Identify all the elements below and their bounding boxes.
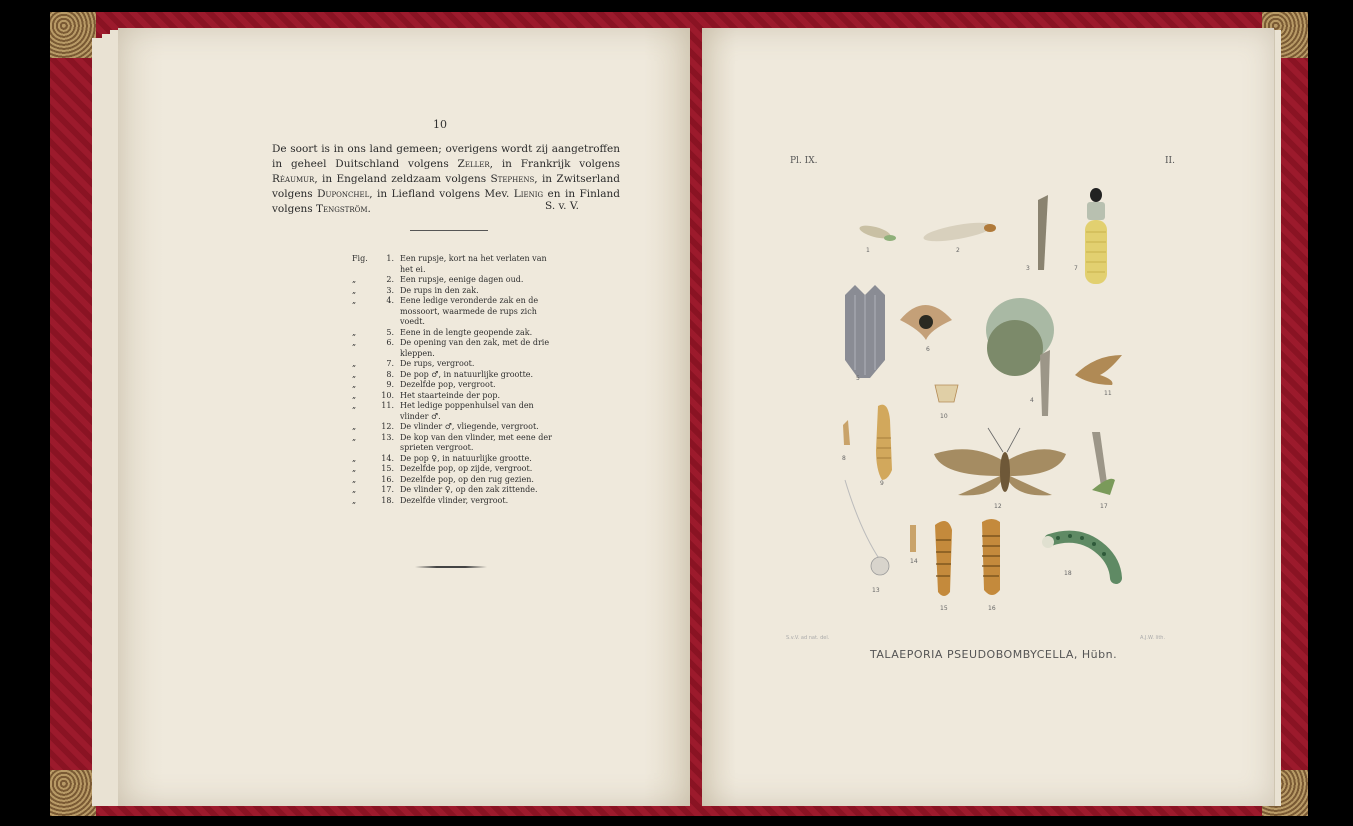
figure-number: 4.: [386, 296, 394, 305]
body-paragraph: De soort is in ons land gemeen; overigens wordt zij aangetroffen in geheel Duitschland volgens Zeller, in Frankrijk volgens Réaumur, in Engeland zeldzaam volgens Stephens, in Zwitserland volgens Duponchel, in Liefland volgens Mev. Lienig en in Finland volgens Tengström.: [272, 143, 621, 215]
author-signature: S. v. V.: [545, 200, 579, 212]
fig1-young-caterpillar: [858, 223, 896, 241]
fig7-caterpillar-enlarged: [1085, 188, 1107, 284]
figure-prefix: „: [352, 390, 357, 400]
fig13-moth-head: [845, 480, 889, 575]
figure-prefix: „: [352, 338, 357, 347]
figure-prefix: „: [352, 327, 357, 337]
page-number: 10: [433, 118, 447, 131]
figure-number: 8.: [386, 369, 394, 379]
page-stack-edge-right: [1274, 30, 1281, 806]
fig-number: 18: [1064, 570, 1072, 577]
figure-prefix: „: [352, 474, 357, 484]
figure-caption: De rups in den zak.: [400, 285, 479, 295]
figure-prefix: „: [352, 432, 357, 442]
fig17-moth-on-case: [1092, 432, 1115, 495]
figure-prefix: „: [352, 285, 357, 295]
fig-number: 15: [940, 605, 948, 612]
figure-caption: Eene ledige veronderde zak en de mossoort, waarmede de rups zich voedt.: [400, 296, 539, 326]
figure-number: 7.: [386, 359, 394, 368]
figure-list-item: [352, 254, 552, 275]
fig-number: 5: [856, 375, 860, 382]
fig5-opened-case: [845, 285, 885, 378]
fig-number: 6: [926, 346, 930, 353]
fig15-female-pupa-side: [935, 521, 952, 596]
figure-list-item: [352, 286, 552, 297]
fig14-female-pupa-natural: [910, 525, 916, 552]
figure-list: [352, 254, 552, 506]
figure-list-item: [352, 380, 552, 391]
figure-prefix: „: [352, 359, 357, 368]
fig-number: 17: [1100, 503, 1108, 510]
fig3-larva-in-case: [1038, 195, 1048, 270]
cover-corner-top-left: [50, 12, 96, 58]
figure-list-item: [352, 464, 552, 475]
figure-caption: Het staarteinde der pop.: [400, 390, 501, 400]
fig9-pupa-enlarged: [876, 405, 892, 480]
figure-list-item: [352, 496, 552, 507]
figure-caption: Dezelfde pop, op den rug gezien.: [400, 474, 534, 484]
figure-list-item: [352, 454, 552, 465]
figure-list-item: [352, 433, 552, 454]
fig-number: 4: [1030, 397, 1034, 404]
fig8-pupa-natural: [843, 420, 850, 445]
figure-number: 11.: [381, 401, 394, 410]
fig-number: 3: [1026, 265, 1030, 272]
fig-number: 16: [988, 605, 996, 612]
figure-caption: De vlinder ♀, op den zak zittende.: [400, 485, 538, 494]
fig-number: 2: [956, 247, 960, 254]
plate-number: Pl. IX.: [790, 156, 818, 166]
figure-list-item: [352, 296, 552, 328]
figure-caption: De opening van den zak, met de drie kleppen.: [400, 338, 550, 358]
figure-prefix: „: [352, 369, 357, 379]
figure-prefix: „: [352, 380, 357, 389]
figure-caption: Dezelfde pop, op zijde, vergroot.: [400, 464, 533, 473]
figure-number: 15.: [381, 464, 394, 473]
figure-list-item: [352, 422, 552, 433]
figure-number: 13.: [381, 432, 394, 442]
fig-number: 10: [940, 413, 948, 420]
figure-number: 17.: [381, 485, 394, 494]
figure-list-item: [352, 275, 552, 286]
figure-caption: De pop ♂, in natuurlijke grootte.: [400, 369, 534, 379]
figure-number: 14.: [381, 453, 394, 463]
figure-number: 6.: [386, 338, 394, 347]
artist-credit: S.v.V. ad nat. del.: [786, 635, 830, 641]
fig-number: 12: [994, 503, 1002, 510]
figure-prefix: „: [352, 453, 357, 463]
fig-number: 14: [910, 558, 918, 565]
fig-number: 8: [842, 455, 846, 462]
fig-number: 1: [866, 247, 870, 254]
figure-prefix: „: [352, 296, 357, 305]
fig11-moth-small: [1075, 355, 1122, 385]
fig-number: 13: [872, 587, 880, 594]
fig18-caterpillar-enlarged: [1042, 534, 1116, 578]
fig12-moth-flying: [934, 428, 1066, 495]
lithographer-credit: A.J.W. lith.: [1140, 635, 1166, 641]
figure-number: 16.: [381, 474, 394, 484]
cover-corner-bottom-left: [50, 770, 96, 816]
figure-prefix: „: [352, 464, 357, 473]
figure-prefix: „: [352, 495, 357, 505]
fig4-moss-and-case: [986, 298, 1054, 416]
figure-prefix: „: [352, 275, 357, 284]
figure-number: 2.: [386, 275, 394, 284]
fig-number: 7: [1074, 265, 1078, 272]
figure-list-item: [352, 485, 552, 496]
fig2-caterpillar-case: [922, 219, 996, 245]
figure-list-item: [352, 401, 552, 422]
figure-number: 12.: [381, 422, 394, 431]
figure-caption: Dezelfde pop, vergroot.: [400, 380, 496, 389]
figure-prefix: „: [352, 485, 357, 494]
figure-number: 3.: [386, 285, 394, 295]
figure-caption: Een rupsje, kort na het verlaten van het ei.: [400, 254, 547, 274]
figure-number: 10.: [381, 390, 394, 400]
figure-number: 18.: [381, 495, 394, 505]
plate-illustration: [830, 180, 1190, 620]
figure-caption: De rups, vergroot.: [400, 359, 475, 368]
figure-caption: Eene in de lengte geopende zak.: [400, 327, 533, 337]
fig16-female-pupa-back: [982, 519, 1000, 595]
fig10-pupa-tail: [935, 385, 958, 402]
divider-rule: [410, 230, 488, 231]
figure-number: 5.: [386, 327, 394, 337]
figure-caption: Dezelfde vlinder, vergroot.: [400, 495, 509, 505]
ornamental-rule: [415, 566, 487, 568]
fig-number: 9: [880, 480, 884, 487]
figure-caption: Een rupsje, eenige dagen oud.: [400, 275, 524, 284]
figure-caption: De kop van den vlinder, met eene der sprieten vergroot.: [400, 432, 552, 452]
figure-prefix: Fig.: [352, 254, 368, 263]
figure-list-item: [352, 359, 552, 370]
figure-number: 9.: [386, 380, 394, 389]
figure-prefix: „: [352, 422, 357, 431]
fig-number: 11: [1104, 390, 1112, 397]
fig6-case-opening: [900, 305, 952, 340]
figure-list-item: [352, 370, 552, 381]
plate-roman-numeral: II.: [1165, 156, 1175, 166]
figure-list-item: [352, 328, 552, 339]
figure-list-item: [352, 475, 552, 486]
figure-caption: Het ledige poppenhulsel van den vlinder ♂.: [400, 401, 534, 421]
figure-list-item: [352, 338, 552, 359]
plate-title: TALAEPORIA PSEUDOBOMBYCELLA, Hübn.: [870, 648, 1118, 661]
figure-number: 1.: [386, 254, 394, 263]
figure-caption: De vlinder ♂, vliegende, vergroot.: [400, 422, 539, 431]
figure-prefix: „: [352, 401, 357, 410]
figure-list-item: [352, 391, 552, 402]
figure-caption: De pop ♀, in natuurlijke grootte.: [400, 453, 532, 463]
